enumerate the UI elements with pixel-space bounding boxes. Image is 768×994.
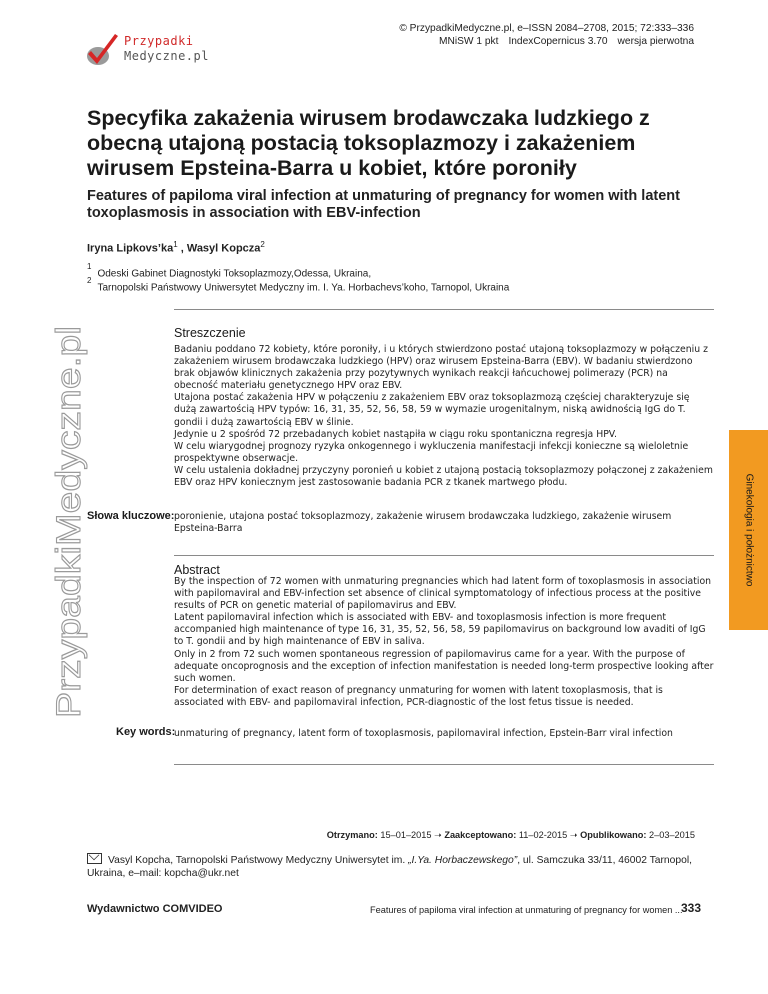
journal-logo xyxy=(84,32,209,74)
paragraph: Badaniu poddano 72 kobiety, które poroniły, i u których stwierdzono postać utajoną toksoplazmozy w połączeniu z zakażeniem wirusem brodawczaka ludzkiego (HPV) oraz wirusem Epsteina-Barra (EBV). W badaniu stwierdzono brak objawów klinicznych zakażenia przy pozytywnych wynikach reakcji łańcuchowej polimerazy (PCR) na obecność materiału genetycznego HPV oraz EBV. xyxy=(174,344,708,392)
abstract-body xyxy=(174,576,714,709)
arrow-icon: ➝ xyxy=(569,830,578,840)
author-2: Wasyl Kopcza xyxy=(186,242,261,255)
paragraph: W celu wiarygodnej prognozy ryzyka onkogennego i wykluczenia manifestacji infekcji konieczne są wieloletnie prospektywne obserwacje. xyxy=(174,440,689,464)
author-separator: , xyxy=(177,242,187,255)
correspondence-italic: „I.Ya. Horbaczewskego” xyxy=(408,855,518,866)
affiliation-2 xyxy=(87,276,510,294)
accepted-date: 11–02-2015 xyxy=(518,830,568,840)
watermark-text: PrzypadkiMedyczne.pl xyxy=(50,377,88,718)
publication-dates xyxy=(327,830,695,841)
envelope-icon xyxy=(87,853,102,864)
received-label: Otrzymano: xyxy=(326,830,378,840)
abstract-heading: Abstract xyxy=(174,563,220,577)
index-copernicus: IndexCopernicus 3.70 xyxy=(508,36,608,47)
author-1: Iryna Lipkovs’ka xyxy=(87,242,174,255)
streszczenie-heading: Streszczenie xyxy=(174,326,246,340)
author-2-affiliation: 2 xyxy=(260,240,265,249)
slowa-kluczowe-label: Słowa kluczowe: xyxy=(87,510,175,522)
affiliation-number: 1 xyxy=(87,262,92,271)
paragraph: Jedynie u 2 spośród 72 przebadanych kobiet nastąpiła w ciągu roku spontaniczna regresja HPV. xyxy=(174,428,617,440)
authors-line xyxy=(87,240,265,255)
streszczenie-body xyxy=(174,344,714,489)
key-words-label: Key words: xyxy=(116,726,176,738)
correspondence-prefix: Vasyl Kopcha, Tarnopolski Państwowy Medyczny Uniwersytet im. xyxy=(108,855,409,866)
journal-header-info xyxy=(399,22,694,48)
paragraph: W celu ustalenia dokładnej przyczyny poronień u kobiet z utajoną postacią toksoplazmozy połączonej z zakażeniem EBV oraz HPV koniecznym jest zastosowanie badania PCR z tkanek martwego płodu. xyxy=(174,464,713,489)
header-line-2 xyxy=(399,35,694,48)
correspondence-suffix: , ul. Samczuka 33/11, 46002 Tarnopol, Ukraina, e–mail: kopcha@ukr.net xyxy=(87,855,692,879)
divider xyxy=(174,764,714,765)
mnisw-score: MNiSW 1 pkt xyxy=(439,36,499,47)
paragraph: Only in 2 from 72 such women spontaneous regression of papilomavirus came for a year. With the purpose of adequate oncoprognosis and the exception of infection manifestation is needed long-term prospective looking after such women. xyxy=(174,648,714,684)
affiliation-text: Tarnopolski Państwowy Uniwersytet Medyczny im. I. Ya. Horbachevs’koho, Tarnopol, Ukraina xyxy=(97,282,510,294)
watermark-vertical xyxy=(40,318,94,718)
header-line-1: © PrzypadkiMedyczne.pl, e–ISSN 2084–2708, 2015; 72:333–336 xyxy=(399,23,694,34)
page-number: 333 xyxy=(681,901,702,915)
paragraph: By the inspection of 72 women with unmaturing pregnancies which had latent form of toxoplasmosis in association with papilomaviral and EBV-infection set absence of clinical symptomatology of infectious process at the positive results of PCR on genetic material of papilomavirus and EBV. xyxy=(174,576,712,612)
paragraph: For determination of exact reason of pregnancy unmaturing for women with latent toxoplasmosis, that is associated with EBV- and papilomaviral infection, PCR-diagnostic of the lost fetus tissue is needed. xyxy=(174,684,663,708)
logo-check-icon xyxy=(84,32,122,72)
divider xyxy=(174,309,714,310)
affiliation-1 xyxy=(87,262,372,280)
correspondence xyxy=(87,852,717,880)
published-date: 2–03–2015 xyxy=(649,830,695,840)
arrow-icon: ➝ xyxy=(434,830,442,840)
article-title-en: Features of papiloma viral infection at unmaturing of pregnancy for women with latent toxoplasmosis in association with EBV-infection xyxy=(87,188,680,221)
divider xyxy=(174,555,714,556)
affiliation-text: Odeski Gabinet Diagnostyki Toksoplazmozy,Odessa, Ukraina, xyxy=(97,268,372,280)
version-label: wersja pierwotna xyxy=(617,36,694,47)
affiliation-number: 2 xyxy=(87,276,92,285)
article-title-pl: Specyfika zakażenia wirusem brodawczaka ludzkiego z obecną utajoną postacią toksoplazmozy i zakażeniem wirusem Epsteina-Barra u kobiet, które poroniły xyxy=(87,106,650,180)
accepted-label: Zaakceptowano: xyxy=(444,830,517,840)
received-date: 15–01–2015 xyxy=(380,830,432,840)
slowa-kluczowe-text: poronienie, utajona postać toksoplazmozy, zakażenie wirusem brodawczaka ludzkiego, zakażenie wirusem Epsteina-Barra xyxy=(174,511,672,535)
logo-line-1: Przypadki xyxy=(124,34,194,48)
publisher-name: Wydawnictwo COMVIDEO xyxy=(87,903,223,915)
logo-line-2: Medyczne.pl xyxy=(124,49,209,63)
section-side-tab-label: Ginekologia i położnictwo xyxy=(743,473,754,587)
running-title: Features of papiloma viral infection at unmaturing of pregnancy for women ... xyxy=(370,905,683,915)
author-1-affiliation: 1 xyxy=(173,240,178,249)
section-side-tab xyxy=(729,430,768,630)
key-words-text: unmaturing of pregnancy, latent form of toxoplasmosis, papilomaviral infection, Epstein-Barr viral infection xyxy=(174,728,673,739)
paragraph: Latent papilomaviral infection which is associated with EBV- and toxoplasmosis infection is more frequent accompanied high maintenance of type 16, 31, 35, 52, 56, 58, 59 papilomavirus on background low avaditi of IgG to T. gondii and by high maintenance of EBV in saliva. xyxy=(174,612,706,648)
published-label: Opublikowano: xyxy=(580,830,647,840)
paragraph: Utajona postać zakażenia HPV w połączeniu z zakażeniem EBV oraz toksoplazmozą częściej charakteryzuje się dużą zawartością HPV typów: 16, 31, 35, 52, 56, 58, 59 w wymazie urogenitalnym, niską awidnością IgG do T. gondii i dużą zawartością EBV w ślinie. xyxy=(174,392,690,428)
